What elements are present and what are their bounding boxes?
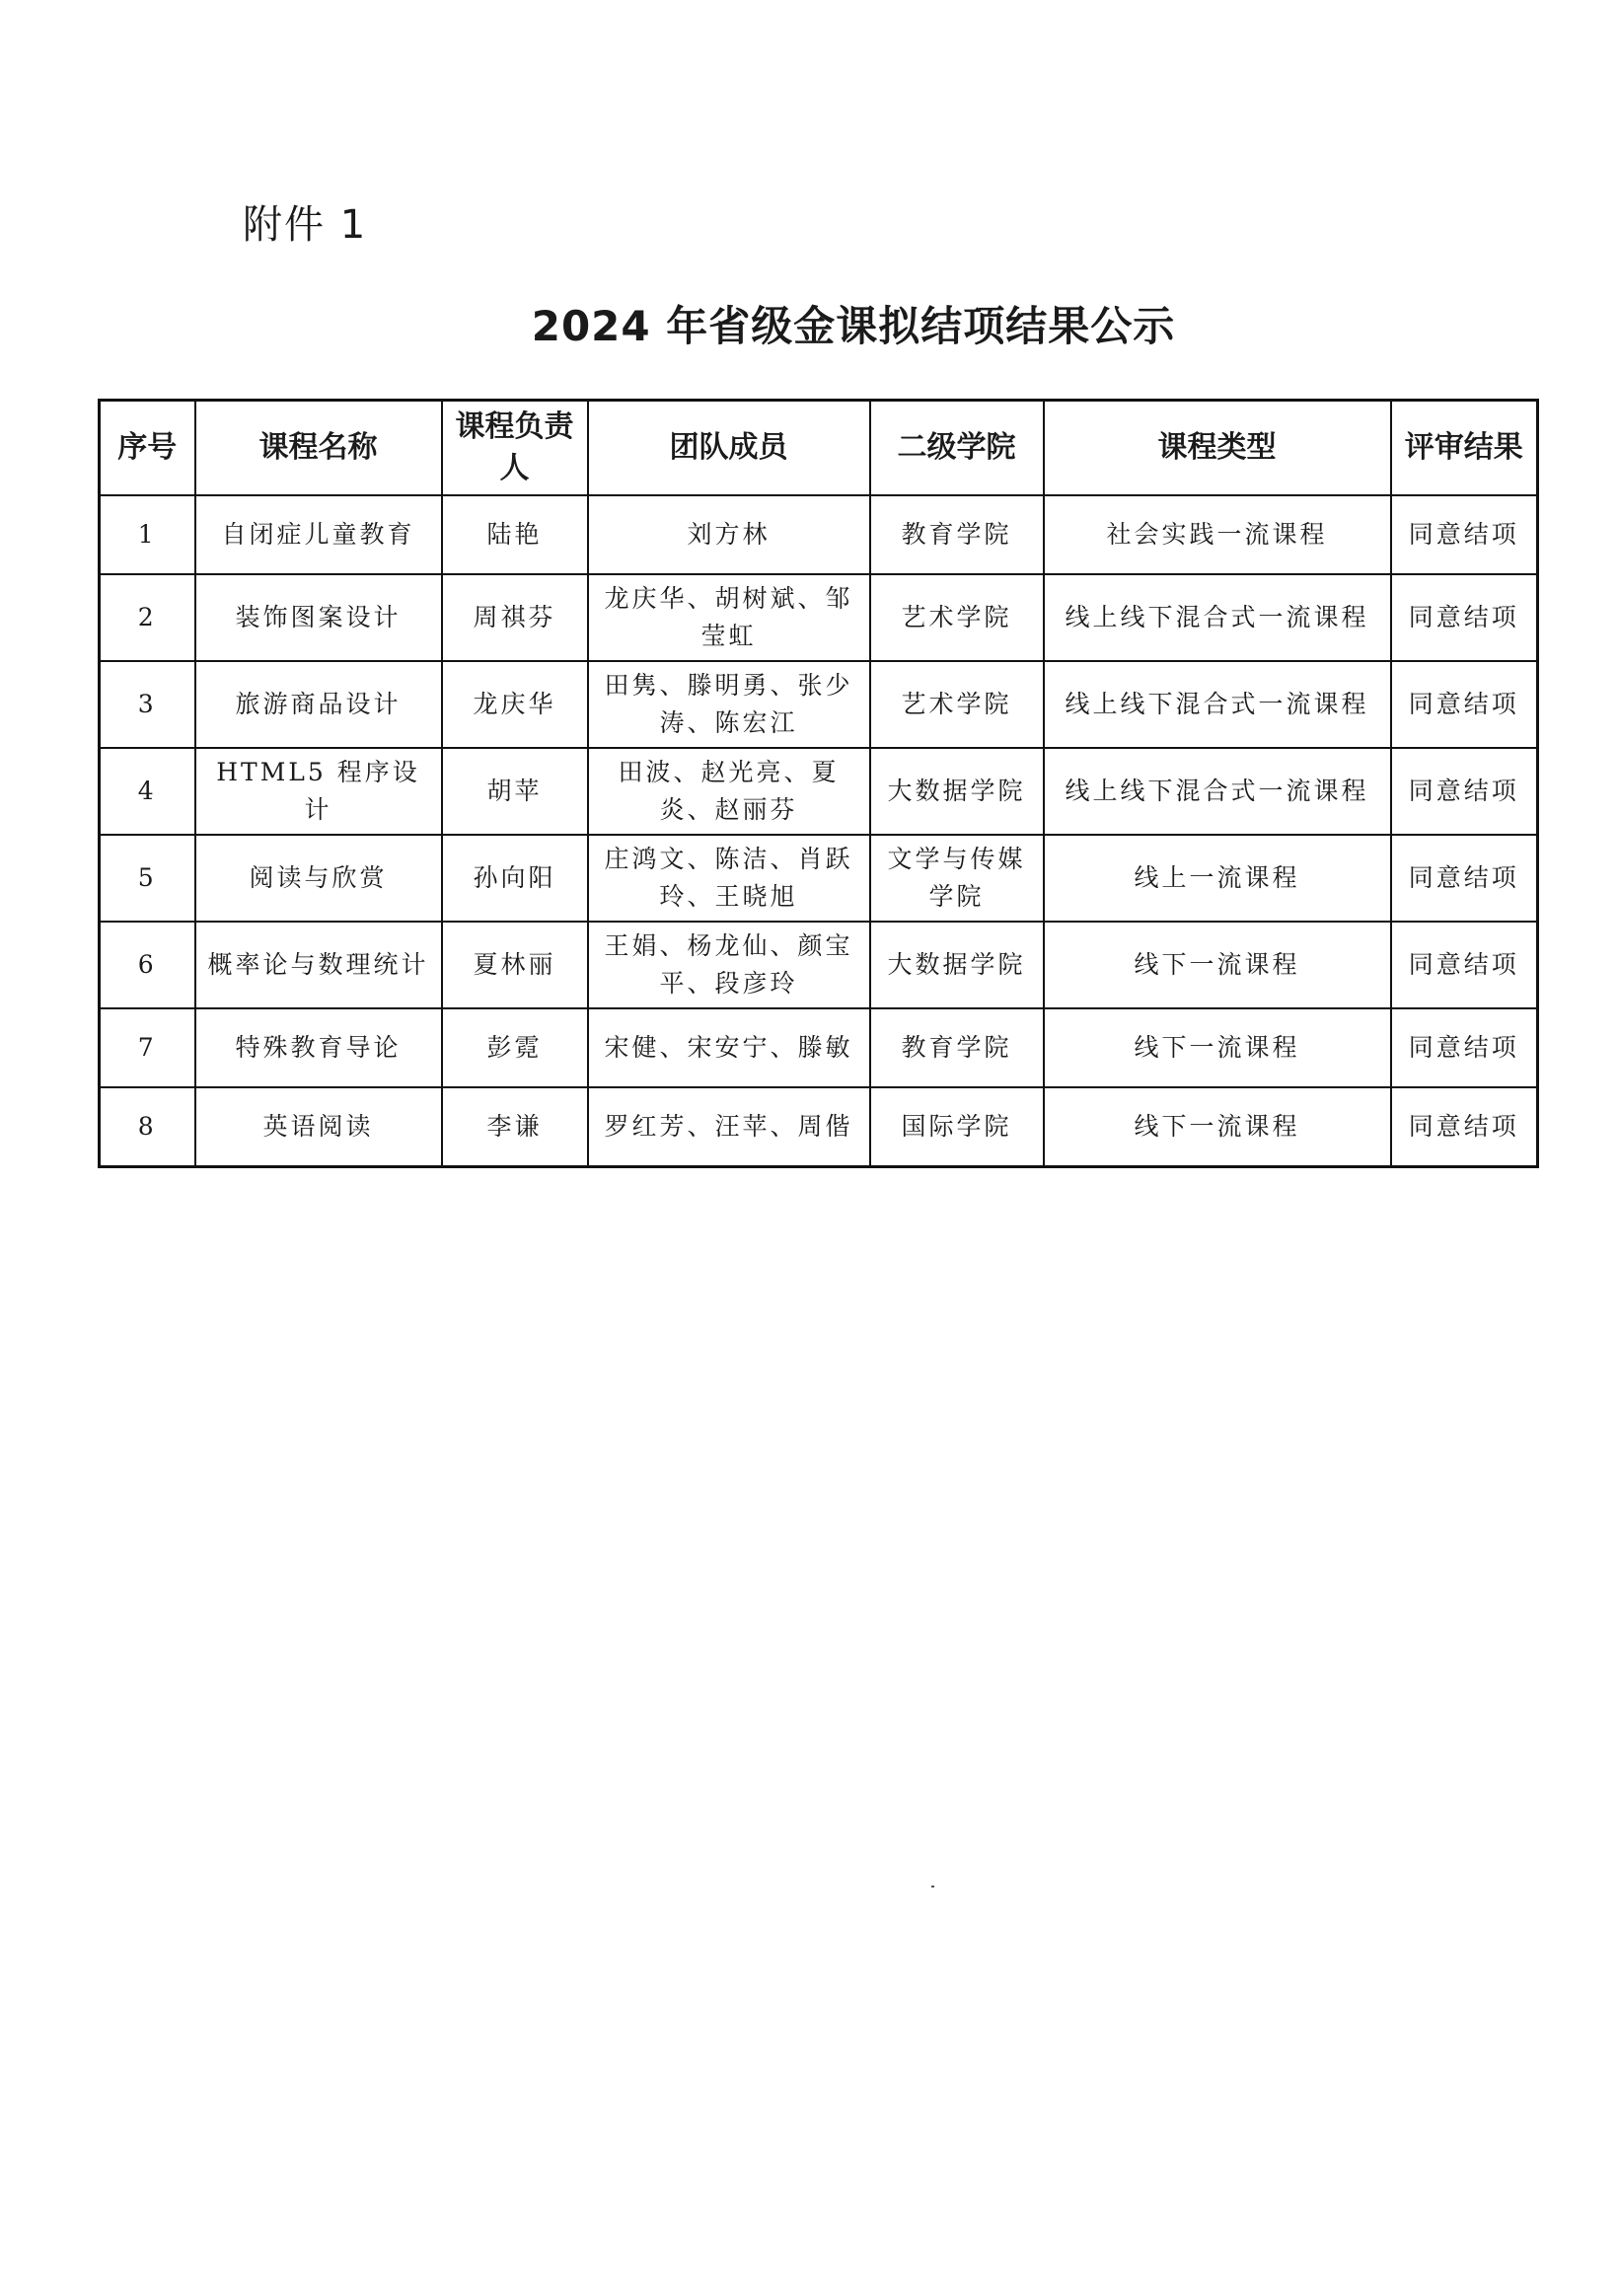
cell-leader: 胡苹 xyxy=(442,748,588,835)
cell-members: 王娟、杨龙仙、颜宝平、段彦玲 xyxy=(588,922,870,1008)
cell-result: 同意结项 xyxy=(1391,922,1538,1008)
cell-leader: 周祺芬 xyxy=(442,574,588,661)
cell-no: 3 xyxy=(100,661,195,748)
cell-leader: 龙庆华 xyxy=(442,661,588,748)
cell-result: 同意结项 xyxy=(1391,1087,1538,1167)
document-title: 2024 年省级金课拟结项结果公示 xyxy=(531,302,1176,350)
table-row xyxy=(100,1008,1538,1087)
cell-no: 7 xyxy=(100,1008,195,1087)
header-type: 课程类型 xyxy=(1044,401,1391,496)
scan-speck xyxy=(931,1886,934,1888)
cell-no: 6 xyxy=(100,922,195,1008)
header-members: 团队成员 xyxy=(588,401,870,496)
cell-course: HTML5 程序设计 xyxy=(195,748,442,835)
cell-college: 大数据学院 xyxy=(870,922,1044,1008)
cell-no: 4 xyxy=(100,748,195,835)
cell-no: 8 xyxy=(100,1087,195,1167)
cell-college: 大数据学院 xyxy=(870,748,1044,835)
table-row xyxy=(100,495,1538,574)
header-result: 评审结果 xyxy=(1391,401,1538,496)
cell-type: 线下一流课程 xyxy=(1044,1008,1391,1087)
cell-leader: 李谦 xyxy=(442,1087,588,1167)
cell-leader: 夏林丽 xyxy=(442,922,588,1008)
header-leader: 课程负责人 xyxy=(442,401,588,496)
cell-leader: 陆艳 xyxy=(442,495,588,574)
result-table xyxy=(98,399,1539,1168)
cell-members: 庄鸿文、陈洁、肖跃玲、王晓旭 xyxy=(588,835,870,922)
cell-college: 国际学院 xyxy=(870,1087,1044,1167)
cell-course: 自闭症儿童教育 xyxy=(195,495,442,574)
cell-members: 宋健、宋安宁、滕敏 xyxy=(588,1008,870,1087)
cell-members: 田隽、滕明勇、张少涛、陈宏江 xyxy=(588,661,870,748)
cell-type: 线下一流课程 xyxy=(1044,922,1391,1008)
header-college: 二级学院 xyxy=(870,401,1044,496)
cell-course: 概率论与数理统计 xyxy=(195,922,442,1008)
cell-result: 同意结项 xyxy=(1391,748,1538,835)
table-row xyxy=(100,1087,1538,1167)
cell-members: 罗红芳、汪苹、周偕 xyxy=(588,1087,870,1167)
cell-result: 同意结项 xyxy=(1391,1008,1538,1087)
header-no: 序号 xyxy=(100,401,195,496)
cell-type: 线上线下混合式一流课程 xyxy=(1044,748,1391,835)
cell-type: 线上线下混合式一流课程 xyxy=(1044,661,1391,748)
cell-result: 同意结项 xyxy=(1391,495,1538,574)
table-row xyxy=(100,748,1538,835)
table-header-row xyxy=(100,401,1538,496)
cell-college: 文学与传媒学院 xyxy=(870,835,1044,922)
cell-type: 线下一流课程 xyxy=(1044,1087,1391,1167)
table-row xyxy=(100,574,1538,661)
cell-type: 社会实践一流课程 xyxy=(1044,495,1391,574)
cell-course: 特殊教育导论 xyxy=(195,1008,442,1087)
cell-course: 阅读与欣赏 xyxy=(195,835,442,922)
cell-type: 线上一流课程 xyxy=(1044,835,1391,922)
cell-members: 田波、赵光亮、夏炎、赵丽芬 xyxy=(588,748,870,835)
cell-result: 同意结项 xyxy=(1391,661,1538,748)
cell-no: 2 xyxy=(100,574,195,661)
table-row xyxy=(100,922,1538,1008)
table-row xyxy=(100,835,1538,922)
cell-leader: 彭霓 xyxy=(442,1008,588,1087)
cell-leader: 孙向阳 xyxy=(442,835,588,922)
cell-college: 艺术学院 xyxy=(870,661,1044,748)
cell-college: 教育学院 xyxy=(870,1008,1044,1087)
header-course: 课程名称 xyxy=(195,401,442,496)
cell-no: 5 xyxy=(100,835,195,922)
table-row xyxy=(100,661,1538,748)
cell-college: 教育学院 xyxy=(870,495,1044,574)
cell-result: 同意结项 xyxy=(1391,835,1538,922)
cell-no: 1 xyxy=(100,495,195,574)
cell-type: 线上线下混合式一流课程 xyxy=(1044,574,1391,661)
cell-result: 同意结项 xyxy=(1391,574,1538,661)
cell-members: 龙庆华、胡树斌、邹莹虹 xyxy=(588,574,870,661)
cell-course: 英语阅读 xyxy=(195,1087,442,1167)
cell-course: 旅游商品设计 xyxy=(195,661,442,748)
cell-course: 装饰图案设计 xyxy=(195,574,442,661)
cell-college: 艺术学院 xyxy=(870,574,1044,661)
attachment-label: 附件 1 xyxy=(243,202,368,248)
cell-members: 刘方林 xyxy=(588,495,870,574)
